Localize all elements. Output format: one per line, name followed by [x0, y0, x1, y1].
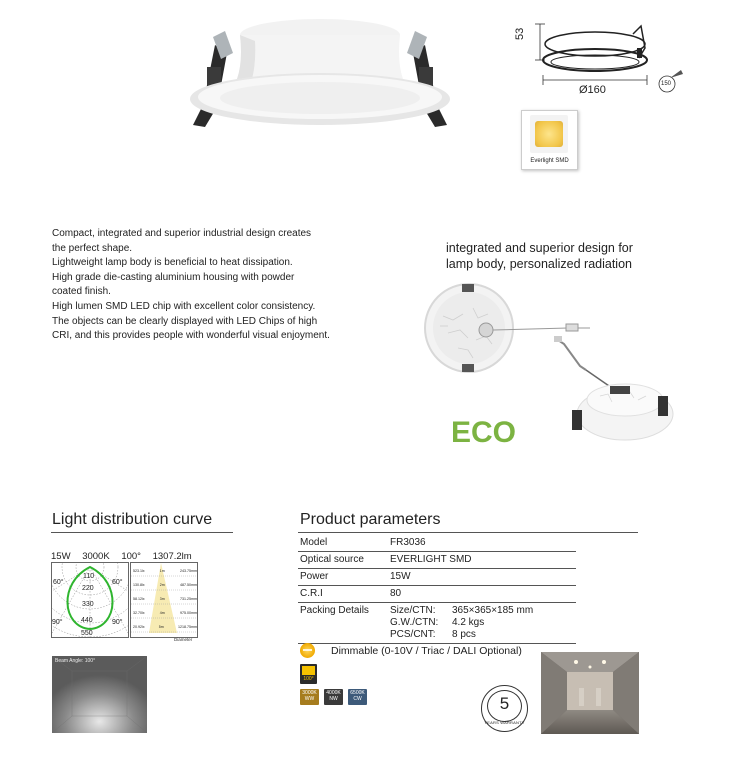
- angle-label: 60°: [53, 579, 64, 586]
- distance-value: 2m: [159, 583, 165, 587]
- cct-code: WW: [304, 696, 315, 702]
- cct-value: 3000K: [302, 690, 317, 696]
- cct-code: CW: [353, 696, 362, 702]
- packing-value: 365×365×185 mm: [452, 605, 534, 616]
- param-key: Optical source: [298, 552, 388, 569]
- spec-angle: 100°: [121, 551, 141, 562]
- product-description: [52, 227, 352, 344]
- angle-label: 90°: [112, 619, 123, 626]
- dimension-height: 53: [514, 27, 526, 40]
- lux-value: 58.12lx: [133, 597, 145, 601]
- polar-label: 220: [82, 585, 94, 592]
- diameter-value: 1218.75mm: [178, 625, 197, 629]
- description-line: coated finish.: [52, 286, 111, 298]
- application-room-image: [541, 652, 639, 734]
- spec-power: 15W: [51, 551, 71, 562]
- cct-option-4000k: [324, 689, 343, 705]
- warranty-seal-icon: [481, 685, 528, 732]
- packing-value: 4.2 kgs: [452, 617, 485, 628]
- packing-key: Size/CTN:: [390, 605, 436, 616]
- params-divider: [298, 532, 638, 533]
- lux-value: 20.92lx: [133, 625, 145, 629]
- lamp-side-view-image: [550, 336, 680, 448]
- param-key: Packing Details: [298, 603, 388, 644]
- light-curve-divider: [51, 532, 233, 533]
- distance-value: 3m: [159, 597, 165, 601]
- illuminance-row: [133, 569, 197, 573]
- diameter-value: 487.50mm: [180, 583, 197, 587]
- eco-heading-line: lamp body, personalized radiation: [446, 257, 632, 271]
- polar-label: 330: [82, 601, 94, 608]
- description-line: High lumen SMD LED chip with excellent color consistency.: [52, 300, 316, 312]
- table-row: [298, 586, 576, 603]
- beam-render-image: [52, 656, 147, 733]
- description-line: Compact, integrated and superior industrial design creates: [52, 228, 312, 239]
- param-value: FR3036: [388, 535, 576, 552]
- param-value: EVERLIGHT SMD: [388, 552, 576, 569]
- smd-chip-label: Everlight SMD: [530, 158, 569, 164]
- param-key: Power: [298, 569, 388, 586]
- eco-heading-line: integrated and superior design for: [446, 241, 633, 255]
- description-line: High grade die-casting aluminium housing with powder: [52, 271, 295, 283]
- dimension-diameter: Ø160: [579, 84, 606, 96]
- smd-chip-card: [521, 110, 578, 170]
- diameter-value: 731.25mm: [180, 597, 197, 601]
- diameter-value: 975.00mm: [180, 611, 197, 615]
- lux-value: 130.8lx: [133, 583, 145, 587]
- packing-key: PCS/CNT:: [390, 629, 436, 640]
- table-row: [298, 603, 576, 644]
- smd-chip-icon: [530, 115, 568, 153]
- beam-angle-label: Beam Angle: 100°: [55, 658, 96, 664]
- packing-details: [388, 603, 576, 644]
- distance-value: 4m: [159, 611, 165, 615]
- packing-value: 8 pcs: [452, 629, 476, 640]
- eco-heading: [446, 240, 666, 272]
- param-key: C.R.I: [298, 586, 388, 603]
- diameter-label: Diameter: [174, 637, 193, 642]
- table-row: [298, 535, 576, 552]
- illuminance-row: [133, 611, 197, 615]
- description-line: the perfect shape.: [52, 242, 133, 254]
- light-curve-title: Light distribution curve: [52, 511, 213, 528]
- cct-option-3000k: [300, 689, 319, 705]
- description-line: The objects can be clearly displayed with LED Chips of high: [52, 315, 318, 327]
- polar-distribution-chart: [51, 562, 129, 638]
- packing-key: G.W./CTN:: [390, 617, 439, 628]
- angle-label: 60°: [112, 579, 123, 586]
- table-row: [298, 569, 576, 586]
- dimension-cutout: 150: [661, 81, 672, 87]
- eco-label: ECO: [451, 416, 517, 449]
- cct-code: NW: [329, 696, 338, 702]
- cct-value: 4000K: [326, 690, 341, 696]
- cct-option-6500k: [348, 689, 367, 705]
- param-value: 80: [388, 586, 576, 603]
- description-line: Lightweight lamp body is beneficial to heat dissipation.: [52, 257, 293, 269]
- polar-label: 550: [81, 630, 93, 637]
- spec-cct: 3000K: [82, 551, 110, 562]
- warranty-text: YEARS WARRANTY: [484, 720, 525, 725]
- light-curve-specs: [51, 551, 201, 562]
- lux-value: 523.1lx: [133, 569, 145, 573]
- polar-label: 440: [81, 617, 93, 624]
- beam-badge-value: 100°: [303, 676, 314, 682]
- distance-value: 5m: [158, 625, 164, 629]
- dimmable-icon: [300, 643, 315, 658]
- illuminance-row: [133, 597, 197, 601]
- beam-angle-badge: [300, 664, 317, 684]
- description-line: CRI, and this provides people with wonderful visual enjoyment.: [52, 330, 330, 342]
- polar-label: 110: [83, 573, 95, 580]
- lux-value: 32.70lx: [133, 611, 145, 615]
- illuminance-row: [133, 625, 197, 629]
- illuminance-row: [133, 583, 197, 587]
- param-key: Model: [298, 535, 388, 552]
- params-table: [298, 535, 576, 644]
- downlight-product-image: [185, 5, 455, 130]
- params-title: Product parameters: [300, 511, 441, 528]
- warranty-years: 5: [499, 694, 510, 713]
- table-row: [298, 552, 576, 569]
- diameter-value: 243.75mm: [180, 569, 197, 573]
- dimmable-text: Dimmable (0-10V / Triac / DALI Optional): [331, 645, 522, 657]
- param-value: 15W: [388, 569, 576, 586]
- illuminance-diagram: [130, 562, 198, 638]
- spec-lumen: 1307.2lm: [152, 551, 192, 562]
- distance-value: 1m: [159, 569, 165, 573]
- angle-label: 90°: [52, 619, 63, 626]
- cct-value: 6500K: [350, 690, 365, 696]
